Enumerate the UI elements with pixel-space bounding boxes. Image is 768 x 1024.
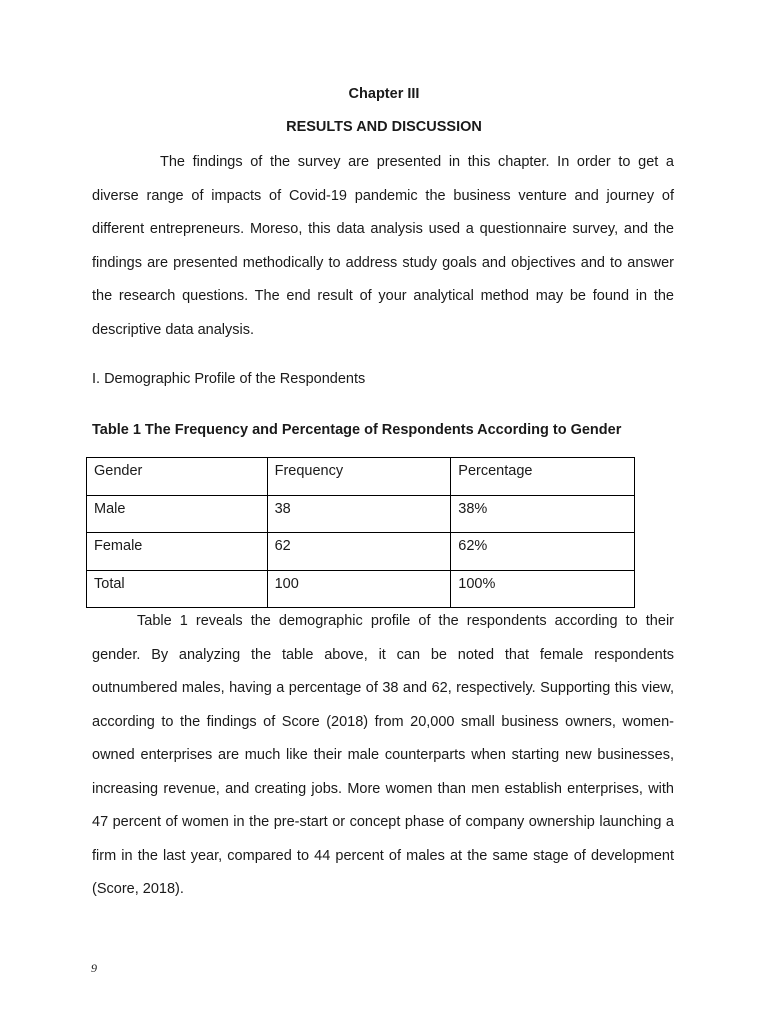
table-cell: Male <box>87 495 268 533</box>
table-cell: Total <box>87 570 268 608</box>
table-cell: 100 <box>267 570 451 608</box>
page-number: 9 <box>91 961 97 975</box>
table-cell: 38% <box>451 495 635 533</box>
section-heading: RESULTS AND DISCUSSION <box>286 119 482 135</box>
intro-paragraph: The findings of the survey are presented in this chapter. In order to get a diverse range of impacts of Covid-19 pandemic the business venture and journey of different entrepreneurs. Moreso, this data analysis used a questionnaire survey, and the findings are presented methodically to address study goals and objectives and to answer the research questions. The end result of your analytical method may be found in the descriptive data analysis. <box>92 154 674 338</box>
table-cell: 100% <box>451 570 635 608</box>
table-caption: Table 1 The Frequency and Percentage of Respondents According to Gender <box>92 422 622 438</box>
chapter-title: Chapter III <box>348 86 420 102</box>
table-row <box>87 570 635 608</box>
subsection-title: I. Demographic Profile of the Respondents <box>92 371 366 387</box>
table-header-cell: Frequency <box>267 458 451 496</box>
table-header-row <box>87 458 635 496</box>
table-cell: 62% <box>451 533 635 571</box>
table-header-cell: Percentage <box>451 458 635 496</box>
table-header-cell: Gender <box>87 458 268 496</box>
table-row <box>87 495 635 533</box>
table-cell: Female <box>87 533 268 571</box>
table-cell: 38 <box>267 495 451 533</box>
discussion-paragraph: Table 1 reveals the demographic profile of the respondents according to their gender. By analyzing the table above, it can be noted that female respondents outnumbered males, having a percentage of 38 and 62, respectively. Supporting this view, according to the findings of Score (2018) from 20,000 small business owners, women-owned enterprises are much like their male counterparts when starting new businesses, increasing revenue, and creating jobs. More women than men establish enterprises, with 47 percent of women in the pre-start or concept phase of company ownership launching a firm in the last year, compared to 44 percent of males at the same stage of development (Score, 2018). <box>92 613 674 897</box>
table-cell: 62 <box>267 533 451 571</box>
table-row <box>87 533 635 571</box>
gender-table <box>86 457 635 608</box>
